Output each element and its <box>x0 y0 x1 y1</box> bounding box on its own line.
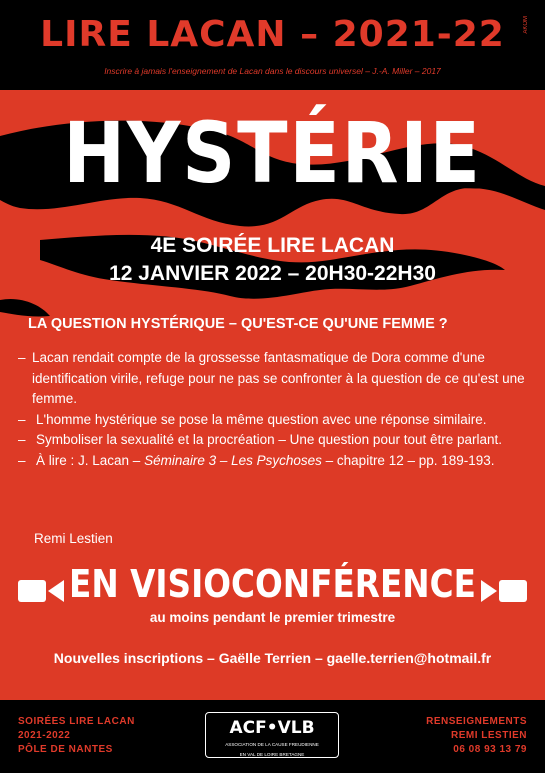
poster-body <box>0 90 545 700</box>
credit-label: AKOM <box>523 16 529 34</box>
list-dash: – <box>18 350 26 365</box>
list-item-text: L'homme hystérique se pose la même question avec une réponse similaire. <box>36 411 487 427</box>
list-dash: – <box>18 432 26 447</box>
video-camera-icon <box>481 578 527 604</box>
footer-series: SOIRÉES LIRE LACAN <box>18 716 135 727</box>
question-heading: LA QUESTION HYSTÉRIQUE – QU'EST-CE QU'UNE FEMME ? <box>28 316 448 332</box>
series-title: LIRE LACAN – 2021-22 <box>40 14 505 55</box>
info-phone: 06 08 93 13 79 <box>453 744 527 755</box>
reading-suffix: – chapitre 12 – pp. 189-193. <box>321 452 495 468</box>
footer-right <box>426 715 527 757</box>
footer-left <box>18 715 135 757</box>
reading-book: Séminaire 3 – Les Psychoses <box>144 452 322 468</box>
info-contact-name: REMI LESTIEN <box>450 730 527 741</box>
visio-subtitle: au moins pendant le premier trimestre <box>149 610 396 625</box>
list-item-text: Symboliser la sexualité et la procréation – Une question pour tout être parlant. <box>36 432 503 447</box>
points-list <box>18 348 528 471</box>
footer-year: 2021-2022 <box>18 730 71 741</box>
info-heading: RENSEIGNEMENTS <box>426 716 527 727</box>
list-dash: – <box>18 411 26 427</box>
list-item <box>18 410 528 431</box>
list-item <box>18 348 528 410</box>
logo-title: ACF•VLB <box>229 718 315 738</box>
logo-subtitle-2: EN VAL DE LOIRE BRETAGNE <box>239 751 305 757</box>
list-dash: – <box>18 452 26 468</box>
main-title: HYSTÉRIE <box>63 104 482 202</box>
visio-title: EN VISIOCONFÉRENCE <box>69 562 476 606</box>
list-item-text: Lacan rendait compte de la grossesse fantasmatique de Dora comme d'une identification virile, refuge pour ne pas se confronter à la question de ce qu'est une femme. <box>32 350 525 406</box>
evening-info <box>0 232 545 288</box>
acf-vlb-logo <box>205 712 339 758</box>
evening-date: 12 JANVIER 2022 – 20H30-22H30 <box>109 262 436 285</box>
footer <box>0 700 545 773</box>
author-name: Remi Lestien <box>34 531 113 546</box>
list-item <box>18 430 528 451</box>
visio-banner <box>0 562 545 608</box>
contact-line: Nouvelles inscriptions – Gaëlle Terrien – gaelle.terrien@hotmail.fr <box>53 650 492 666</box>
tagline: Inscrire à jamais l'enseignement de Lacan dans le discours universel – J.-A. Miller – 2017 <box>104 66 441 76</box>
reading-item <box>18 451 528 472</box>
header-band <box>0 0 545 90</box>
footer-pole: PÔLE DE NANTES <box>18 744 113 755</box>
logo-subtitle-1: ASSOCIATION DE LA CAUSE FREUDIENNE <box>225 742 319 747</box>
reading-prefix: À lire : J. Lacan – <box>36 452 145 468</box>
evening-number: 4E SOIRÉE LIRE LACAN <box>150 234 395 257</box>
